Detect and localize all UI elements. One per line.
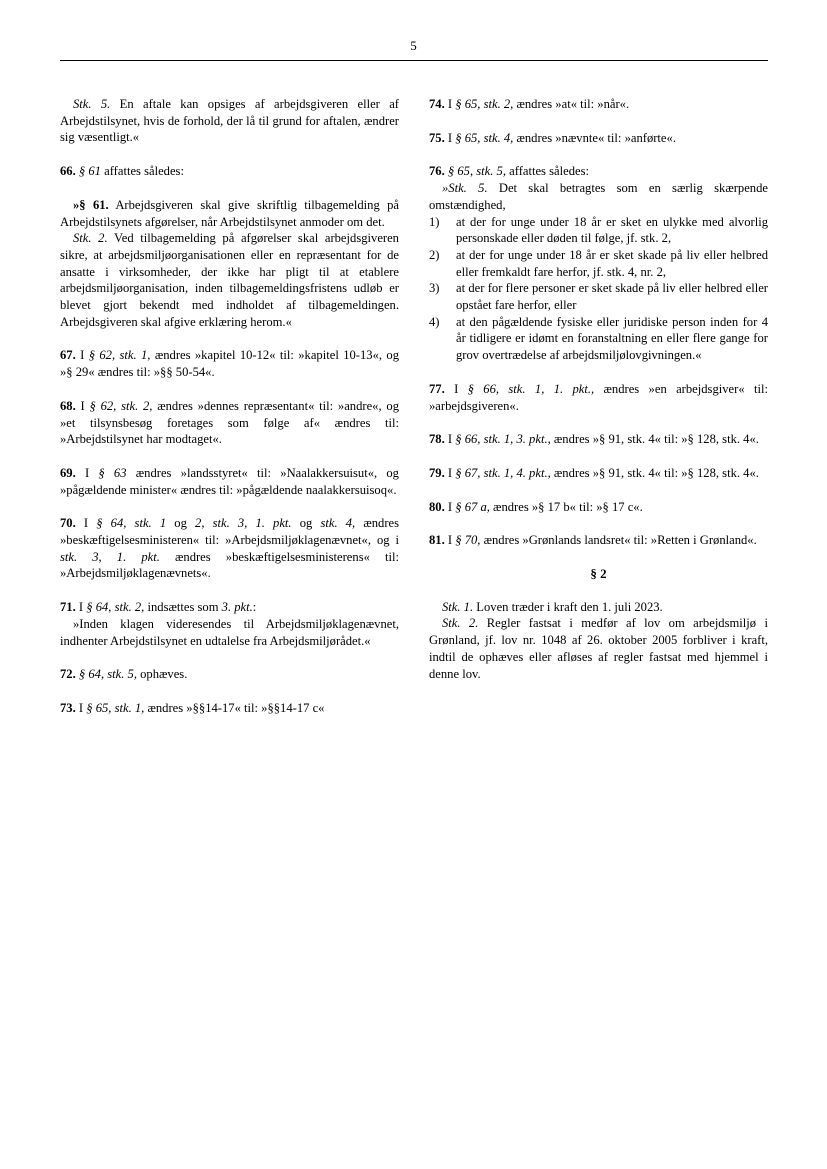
item-78 [429,431,768,448]
section-ref: § 67, stk. 1, 4. pkt., [455,465,551,480]
section-ref: 3. pkt. [221,600,253,615]
item-74 [429,96,768,113]
section-text: Ved tilbagemelding på afgørelser skal arbejdsgiveren sikre, at arbejdsmiljøorganisationen eller en repræsentant for de ansatte i virksomheder, der ikke har pligt til at etablere arbejdsmiljøorganisation, inden tilbagemeldingsfristens udløb er blevet gjort bekendt med indholdet af tilbagemeldingen. Arbejdsgiveren skal afgive erklæring herom.« [60,231,399,329]
item-text: affattes således: [505,164,589,179]
item-pre: I [444,97,456,111]
item-69 [60,465,399,498]
item-pre: I [75,600,87,615]
left-column [60,96,399,734]
item-79 [429,465,768,482]
item-80 [429,499,768,516]
item-connector: og [291,516,321,531]
list-number: 2) [429,247,440,262]
item-number: 76. [429,164,445,179]
item-text: ændres »§ 91, stk. 4« til: »§ 128, stk. 4«. [550,465,759,480]
item-81 [429,532,768,549]
item-72 [60,666,399,683]
item-number: 80. [429,499,445,514]
section-2-heading: § 2 [590,566,607,582]
section-61 [60,197,399,230]
item-text: Det skal betragtes som en særlig skærpende omstændighed, [429,181,768,212]
header-rule [60,60,768,61]
item-text: ændres »kapitel 10-12« til: »kapitel 10-13«, og »§ 29« ændres til: »§§ 50-54«. [60,348,399,380]
section-ref: § 63 [98,465,127,480]
item-pre: I [444,432,456,447]
item-66 [60,163,399,180]
section-61-stk2 [60,230,399,330]
stk-label: Stk. 2. [73,231,108,246]
item-pre: I [75,398,90,413]
list-item [429,280,768,313]
stk-label: Stk. 1. [442,599,474,614]
item-number: 68. [60,398,76,413]
item-number: 78. [429,432,445,447]
item-75 [429,130,768,147]
item-67 [60,347,399,380]
section-2-stk2 [429,615,768,682]
item-pre: I [75,348,89,363]
item-pre: I [444,130,456,145]
item-text: ændres »beskæftigelsesministerens« til: »Arbejdsmiljøklagenævnets«. [60,549,399,581]
item-pre: I [75,516,97,531]
item-number: 71. [60,600,76,615]
item-71 [60,599,399,616]
section-2-stk1 [429,599,768,616]
item-text: ændres »nævnte« til: »anførte«. [513,130,676,145]
item-76-stk5 [429,180,768,213]
item-number: 70. [60,516,76,531]
item-number: 77. [429,381,445,396]
item-pre: I [444,533,456,548]
section-text: Regler fastsat i medfør af lov om arbejdsmiljø i Grønland, jf. lov nr. 1048 af 26. oktober 2005 forbliver i kraft, indtil de ophæves eller afløses af regler fastsat med hjemmel i denne lov. [429,616,768,681]
list-item [429,314,768,364]
section-ref: 2, stk. 3, 1. pkt. [195,516,292,531]
section-ref: § 64, stk. 2, [86,600,145,615]
item-pre: I [75,700,87,715]
item-text: ændres »§ 91, stk. 4« til: »§ 128, stk. 4«. [550,432,759,447]
item-text: ændres »dennes repræsentant« til: »andre«, og »et tilsynsbesøg foretages som følge af« ændres til: »Arbejdstilsynet har modtaget«. [60,398,399,447]
item-pre: I [444,465,456,480]
paragraph-stk5 [60,96,399,146]
item-connector: indsættes som [144,600,222,615]
section-ref: § 65, stk. 5, [447,164,506,179]
list-text: at der for unge under 18 år er sket en ulykke med alvorlig personskade eller døden til følge, jf. stk. 2, [456,214,768,246]
item-number: 66. [60,164,76,179]
item-76 [429,163,768,180]
item-number: 74. [429,97,445,111]
section-ref: § 64, stk. 5, [78,667,137,682]
list-text: at der for unge under 18 år er sket skade på liv eller helbred eller fremkaldt fare herfor, jf. stk. 4, nr. 2, [456,247,768,279]
list-item [429,247,768,280]
item-text: ændres »landsstyret« til: »Naalakkersuisut«, og »pågældende minister« ændres til: »pågældende naalakkersuisoq«. [60,465,399,497]
list-item [429,214,768,247]
item-number: 75. [429,130,445,145]
item-pre: I [444,499,456,514]
item-number: 79. [429,465,445,480]
item-pre: I [444,381,468,396]
list-number: 4) [429,314,440,329]
item-text: ændres »Grønlands landsret« til: »Retten i Grønland«. [480,533,757,548]
section-ref: § 66, stk. 1, 3. pkt., [455,432,551,447]
section-ref: § 62, stk. 2, [89,398,153,413]
paragraph-text: En aftale kan opsiges af arbejdsgiveren eller af Arbejdstilsynet, hvis de forhold, der lå til grund for aftalen, ændrer sig væsentligt.« [60,97,399,145]
item-77 [429,381,768,414]
section-ref: § 65, stk. 2, [455,97,514,111]
item-text: ændres »en arbejdsgiver« til: »arbejdsgiveren«. [429,381,768,413]
item-text: ophæves. [136,667,188,682]
item-text: ændres »beskæftigelsesministeren« til: »Arbejdsmiljøklagenævnet«, og i [60,516,400,548]
section-ref: § 64, stk. 1 [96,516,167,531]
section-ref: § 70, [455,533,481,548]
item-number: 72. [60,667,76,682]
item-pre: I [75,465,99,480]
right-column [429,96,768,699]
item-number: 73. [60,700,76,715]
item-71-quote: »Inden klagen videresendes til Arbejdsmiljøklagenævnet, indhenter Arbejdstilsynet en udtalelse fra Arbejdsmiljørådet.« [60,616,399,648]
section-text: Loven træder i kraft den 1. juli 2023. [473,599,663,614]
item-number: 69. [60,465,76,480]
item-text: ændres »§ 17 b« til: »§ 17 c«. [489,499,643,514]
section-heading-inline: »§ 61. [73,197,109,212]
section-ref: § 65, stk. 1, [86,700,145,715]
item-73 [60,700,399,717]
section-ref: § 62, stk. 1, [88,348,151,363]
stk-label: Stk. 5. [73,97,111,111]
list-number: 1) [429,214,440,229]
item-number: 67. [60,348,76,363]
item-text: affattes således: [100,164,184,179]
item-text: ændres »§§14-17« til: »§§14-17 c« [144,700,325,715]
stk-label: »Stk. 5. [442,181,488,196]
item-connector: : [252,600,257,615]
section-ref: § 65, stk. 4, [455,130,514,145]
item-number: 81. [429,533,445,548]
list-text: at der for flere personer er sket skade på liv eller helbred eller opstået fare herfor, eller [456,281,768,313]
item-76-list [429,214,768,364]
list-text: at den pågældende fysiske eller juridiske person inden for 4 år tidligere er idømt en foranstaltning en eller flere gange for grov overtrædelse af arbejdsmiljølovgivningen.« [456,314,768,363]
list-number: 3) [429,281,440,296]
stk-label: Stk. 2. [442,616,479,631]
item-68 [60,398,399,448]
section-ref: § 66, stk. 1, 1. pkt., [467,381,595,396]
section-ref: stk. 3, 1. pkt. [60,549,160,564]
section-ref: stk. 4, [320,516,356,531]
section-text: Arbejdsgiveren skal give skriftlig tilbagemelding på Arbejdstilsynets afgørelser, når Arbejdstilsynet anmoder om det. [60,197,400,229]
item-text: ændres »at« til: »når«. [513,97,630,111]
page-number: 5 [410,38,417,53]
section-ref: § 61 [78,164,101,179]
item-connector: og [166,516,196,531]
item-70 [60,515,399,582]
section-ref: § 67 a, [455,499,490,514]
